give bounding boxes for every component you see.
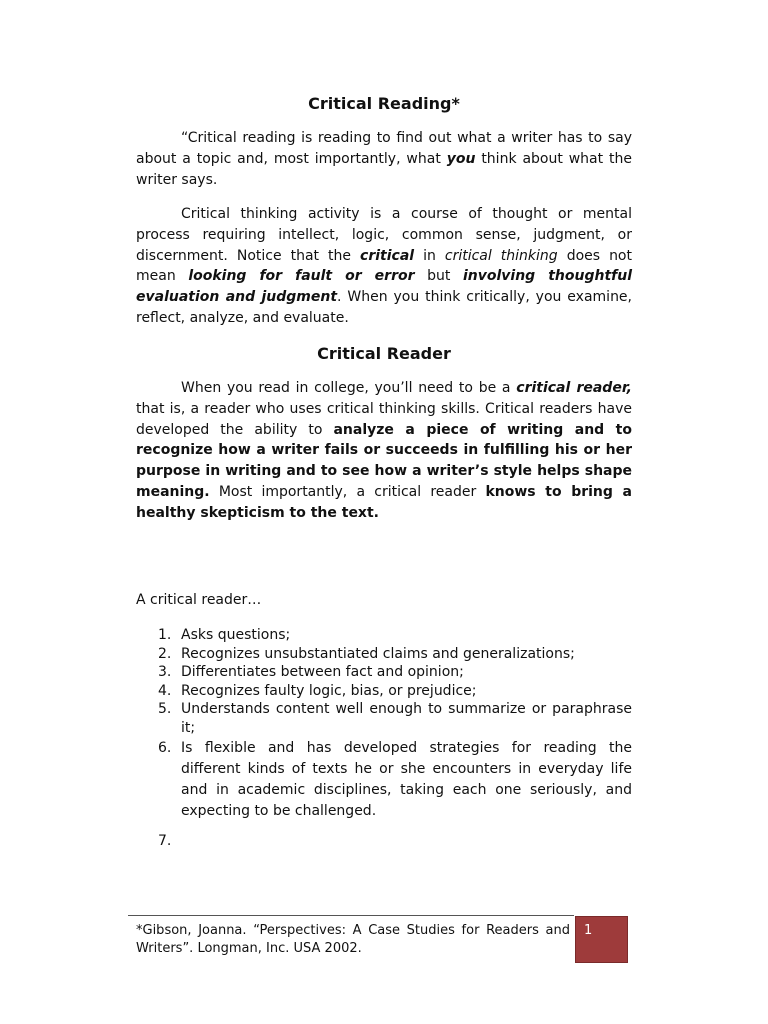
paragraph-critical-reader [136,378,632,524]
paragraph-critical-thinking [136,204,632,329]
para3-text-a: When you read in college, you’ll need to be a [181,380,517,396]
paragraph-definition [136,128,632,190]
para3-bold-analyze: analyze a piece of writing and to recognize how a writer fails or succeeds in fulfilling his or her purpose in writing and to see how a writer’s style helps shape meaning. [136,421,632,500]
para1-emphasis-you: you [446,150,476,167]
list-item [136,682,632,701]
list-item-text: Is flexible and has developed strategies for reading the different kinds of texts he or she encounters in everyday life and in academic disciplines, taking each one seriously, and expecting to be challenged. [181,740,632,819]
para2-emphasis-fault: looking for fault or error [188,268,415,285]
list-item-text: Understands content well enough to summarize or paraphrase it; [181,701,632,736]
list-item [136,663,632,682]
list-item [136,645,632,664]
para3-bold-skepticism: knows to bring a healthy skepticism to the text. [136,483,632,521]
page-number: 1 [584,923,593,938]
list-number: 3. [158,664,172,680]
list-number: 2. [158,645,172,662]
page-number-box [575,916,628,963]
para3-text-c: that is, a reader who uses critical thinking skills. Critical readers have developed the ability to [136,400,632,438]
para2-text-c: in [414,247,445,264]
critical-reader-list [136,626,632,849]
para2-emphasis-critical: critical [360,247,415,264]
list-item [136,626,632,645]
list-item-text: Recognizes unsubstantiated claims and generalizations; [181,645,575,662]
list-lead: A critical reader… [136,592,262,608]
list-item-text: Differentiates between fact and opinion; [181,664,464,680]
list-item-text: Asks questions; [181,627,291,643]
list-item [136,700,632,737]
para2-text-e: does not mean [136,247,632,285]
footnote: *Gibson, Joanna. “Perspectives: A Case Studies for Readers and Writers”. Longman, Inc. USA 2002. [136,923,570,956]
para2-italic-critical-thinking: critical thinking [444,247,558,264]
list-item-text: Recognizes faulty logic, bias, or prejudice; [181,682,477,699]
para2-text-g: but [414,268,463,285]
list-number: 1. [158,627,172,643]
para2-text-i: . When you think critically, you examine, reflect, analyze, and evaluate. [136,289,632,326]
list-number: 4. [158,682,172,699]
para2-text-a: Critical thinking activity is a course of thought or mental process requiring intellect, logic, common sense, judgment, or discernment. Notice that the [136,206,632,264]
list-number: 5. [158,701,172,717]
list-number: 7. [158,833,172,849]
section-heading: Critical Reader [317,344,451,363]
list-number: 6. [158,740,172,756]
footnote-divider [128,915,574,916]
page-title: Critical Reading* [308,94,460,113]
list-item [136,738,632,822]
para2-emphasis-evaluation: involving thoughtful evaluation and judgment [136,268,632,306]
para3-text-e: Most importantly, a critical reader [209,483,486,500]
para1-text-a: “Critical reading is reading to find out what a writer has to say about a topic and, most importantly, what [136,130,632,167]
para1-text-c: think about what the writer says. [136,150,632,188]
para3-emphasis-critical-reader: critical reader, [516,380,632,396]
